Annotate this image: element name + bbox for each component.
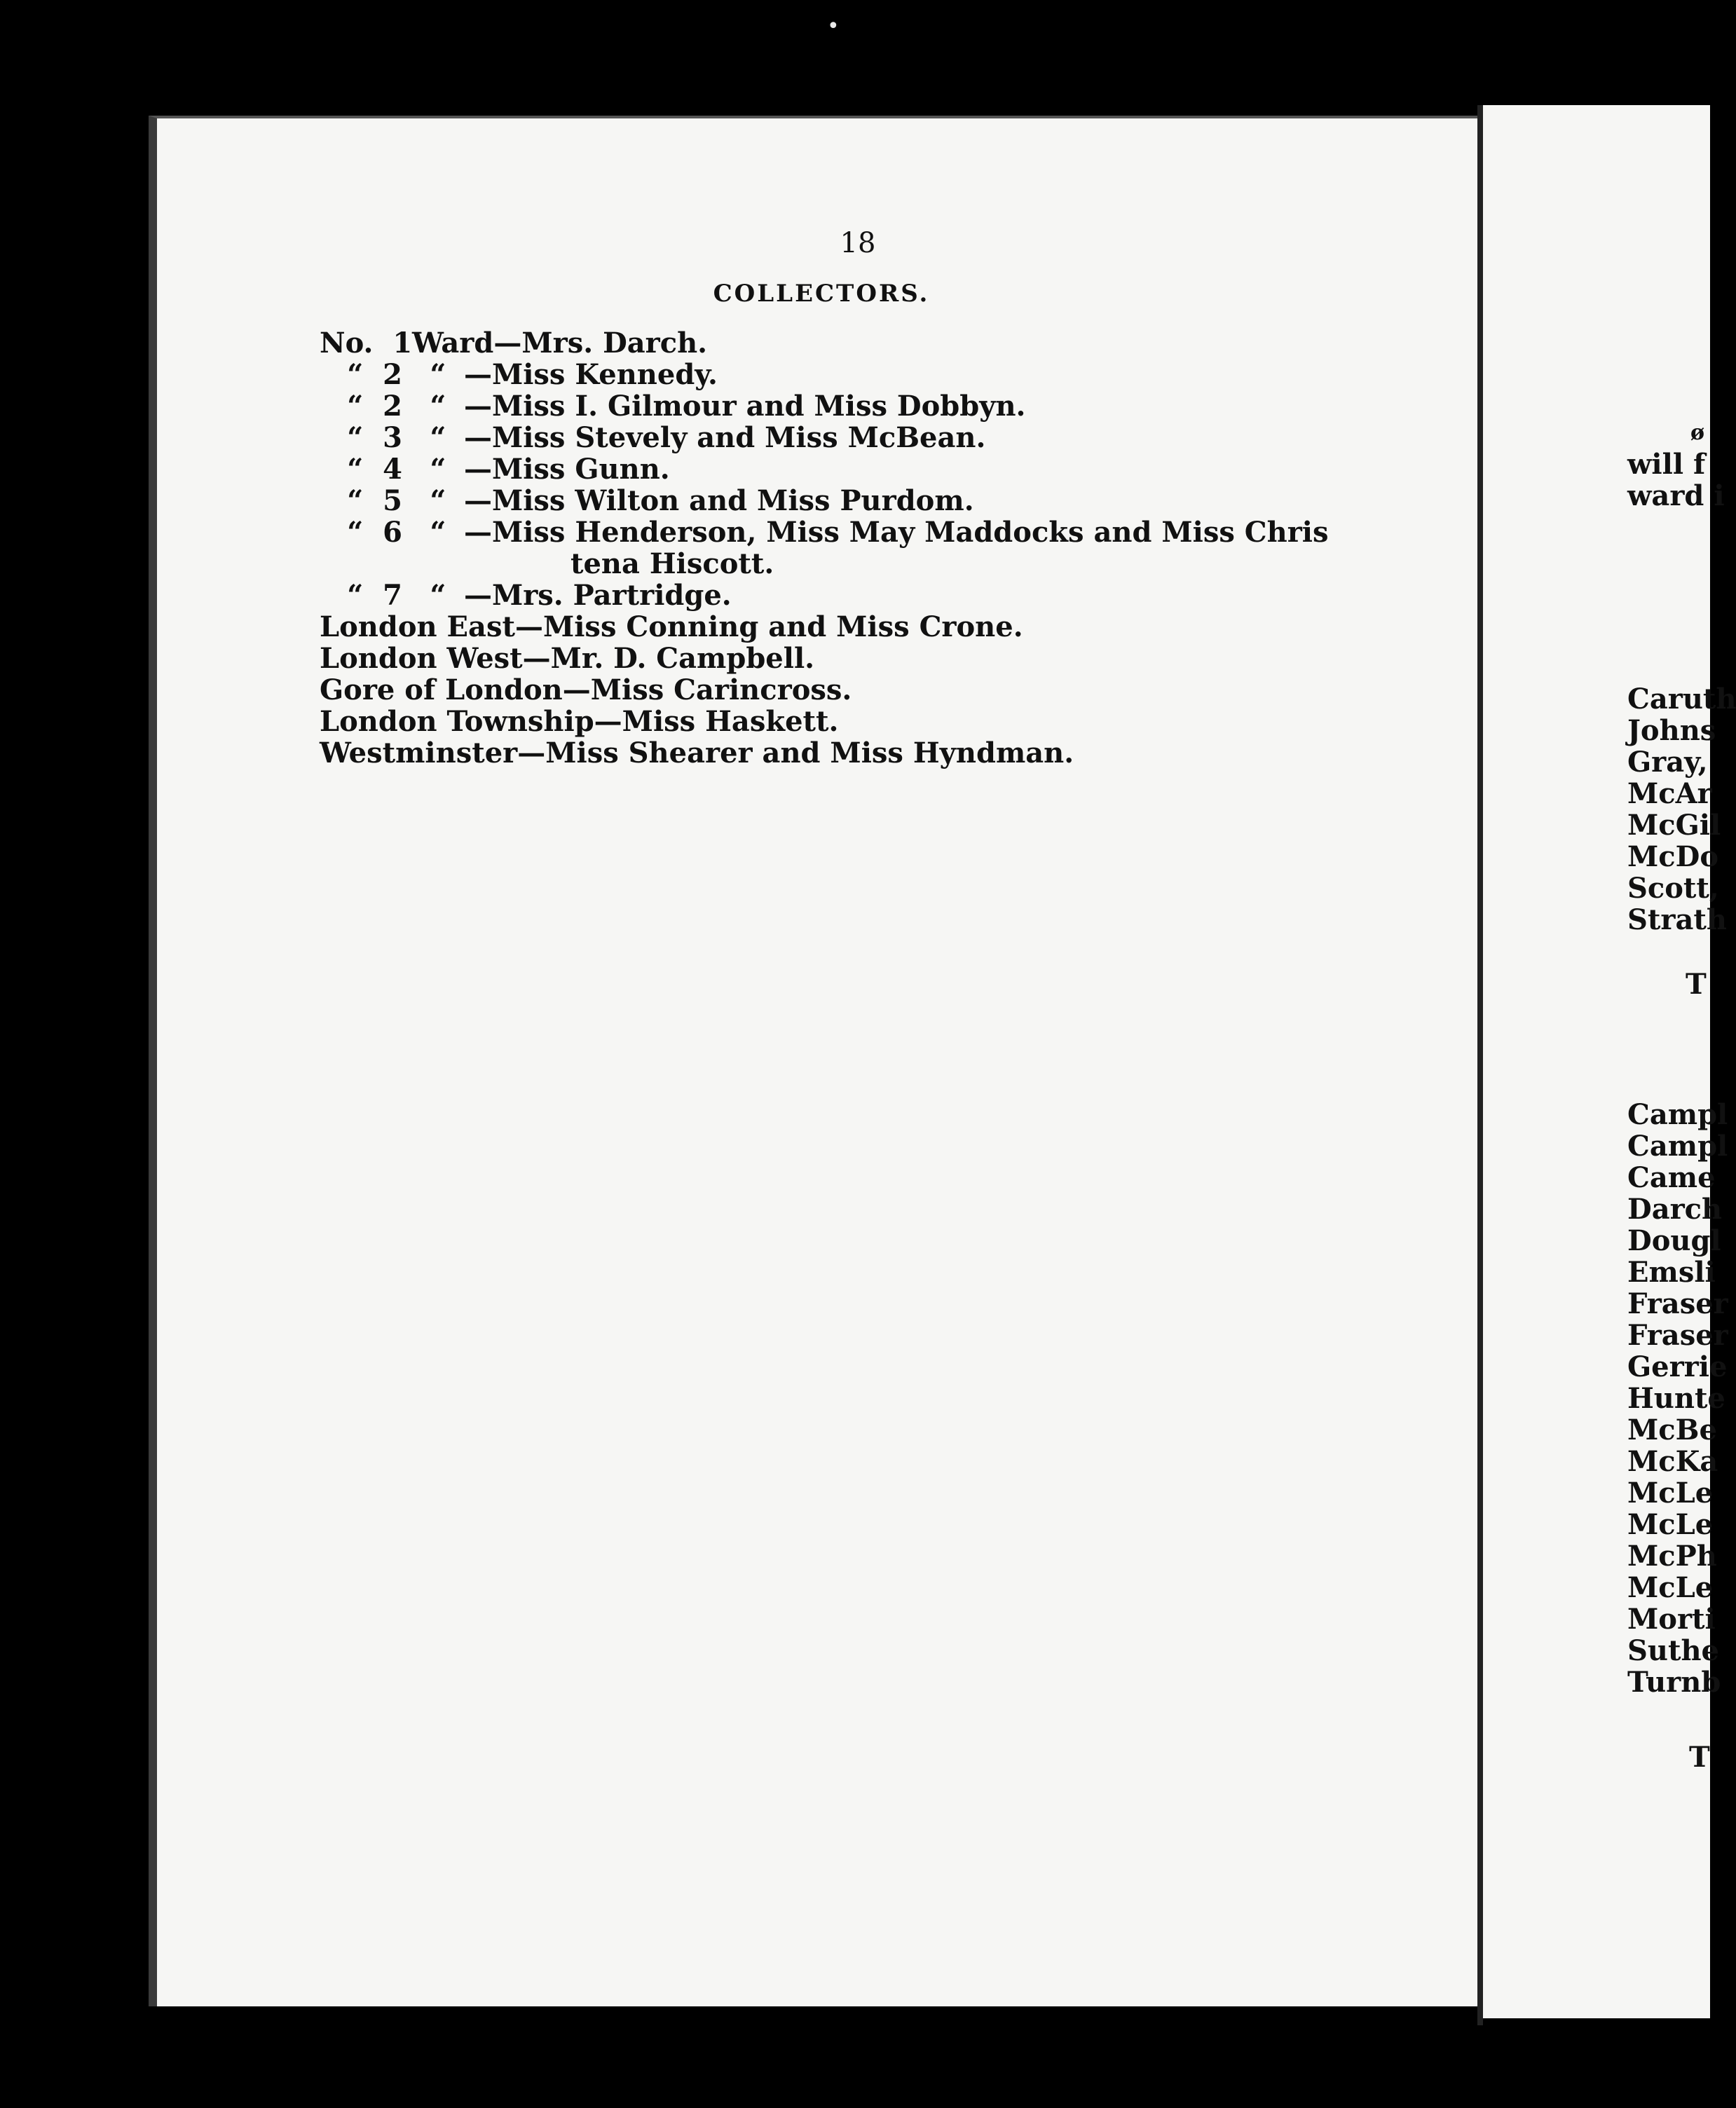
right-page-fragment: Scott, (1627, 872, 1719, 905)
right-page-fragment: McLe (1627, 1477, 1714, 1510)
collectors-list (320, 327, 1455, 769)
right-page-fragment: Strath (1627, 903, 1727, 936)
district-entry: Westminster—Miss Shearer and Miss Hyndman. (320, 737, 1074, 769)
right-page (1483, 105, 1710, 2018)
right-page-fragment: Emsli (1627, 1256, 1716, 1289)
right-page-fragment: Fraser (1627, 1287, 1728, 1320)
right-page-fragment: Dougl (1627, 1224, 1721, 1257)
right-page-fragment: McAr (1627, 777, 1712, 810)
right-page-fragment: Gray, (1627, 746, 1708, 779)
right-page-fragment: McLe (1627, 1508, 1714, 1541)
right-page-list-a (1627, 683, 1736, 936)
page-number: 18 (840, 227, 876, 259)
ward-entry: “ 7 “ —Mrs. Partridge. (347, 579, 732, 612)
book-spine (1477, 105, 1483, 2025)
ward-entry: “ 5 “ —Miss Wilton and Miss Purdom. (347, 484, 974, 517)
right-page-list-b (1627, 1099, 1728, 1698)
right-page-fragment: McBe (1627, 1414, 1717, 1446)
section-title: COLLECTORS. (713, 280, 930, 308)
ward-entry: “ 4 “ —Miss Gunn. (347, 453, 670, 486)
right-page-fragment: Campl (1627, 1130, 1728, 1163)
ward-entry: No. 1 Ward—Mrs. Darch. (320, 327, 708, 360)
ward-entry: “ 2 “ —Miss I. Gilmour and Miss Dobbyn. (347, 390, 1026, 423)
right-page-fragment: Darch (1627, 1193, 1723, 1226)
ward-entry: “ 3 “ —Miss Stevely and Miss McBean. (347, 421, 986, 454)
printers-mark: ø (1690, 420, 1705, 445)
district-entry: London Township—Miss Haskett. (320, 705, 839, 738)
right-page-fragment: McKa (1627, 1445, 1718, 1478)
ward-entry-continuation: tena Hiscott. (570, 547, 774, 580)
right-page-fragment: Gerrie (1627, 1350, 1728, 1383)
right-page-fragment: Hunte (1627, 1382, 1725, 1415)
right-page-fragment: Campl (1627, 1098, 1728, 1131)
district-entry: London West—Mr. D. Campbell. (320, 642, 815, 675)
right-page-marker-b: T (1689, 1741, 1710, 1774)
scan-mark: • (827, 14, 840, 39)
ward-entry: “ 2 “ —Miss Kennedy. (347, 358, 718, 391)
right-page-fragment: Came (1627, 1161, 1716, 1194)
right-page-fragment: Turnb (1627, 1666, 1721, 1699)
right-page-fragment: McLe (1627, 1571, 1714, 1604)
right-page-fragment: McDo (1627, 840, 1718, 873)
district-entry: Gore of London—Miss Carincross. (320, 673, 852, 706)
right-page-fragment: Suthe (1627, 1634, 1719, 1667)
right-page-fragment: Fraser (1627, 1319, 1728, 1352)
right-page-marker-a: T (1686, 968, 1707, 1001)
right-page-fragment: McPh (1627, 1540, 1717, 1573)
right-page-fragment: Caruth (1627, 683, 1736, 716)
right-page-fragment: McGil (1627, 809, 1721, 842)
right-page-fragment: Morti (1627, 1603, 1716, 1636)
left-page (149, 116, 1477, 2006)
right-page-fragment: Johns (1627, 714, 1716, 747)
right-page-top-text: will f ward i (1627, 448, 1725, 512)
ward-entry: “ 6 “ —Miss Henderson, Miss May Maddocks and Miss Chris (347, 516, 1329, 549)
district-entry: London East—Miss Conning and Miss Crone. (320, 610, 1023, 643)
